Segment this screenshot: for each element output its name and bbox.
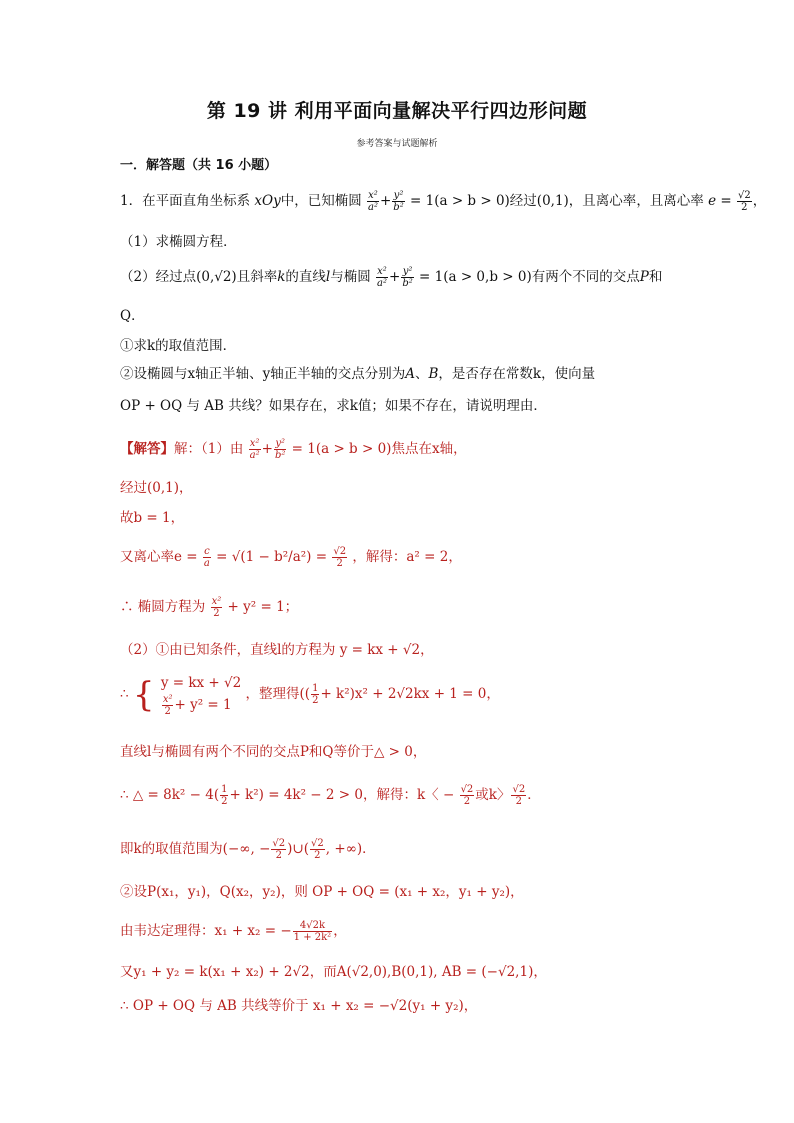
solution-step-1: 【解答】解：（1）由 $\frac{\text{x²}}{\text{a²}}$ + $\frac{\text{y²}}{\text{b²}}$ = 1(a > b > 0)焦点在x轴， xyxy=(120,438,467,461)
page-subtitle: 参考答案与试题解析 xyxy=(356,139,438,149)
fraction-vieta: $\frac{4√2k}{\text{1 + 2k²}}$ xyxy=(293,920,332,943)
stem-text: 在平面直角坐标系 xyxy=(142,193,251,209)
solution-step-10: 即k的取值范围为(−∞, − $\frac{√2}{2}$ )∪( $\frac{√2}{2}$ , +∞)． xyxy=(120,838,376,861)
solution-step-2: 经过(0,1)， xyxy=(120,480,193,496)
solution-label: 【解答】 xyxy=(120,441,174,457)
sub-question-2-continued: OP + OQ 与 AB 共线？如果存在，求k值；如果不存在，请说明理由． xyxy=(120,398,547,414)
stem-text: = 1(a > b > 0)经过(0,1)，且离心率 xyxy=(410,193,637,209)
fraction-sqrt2-2: $\frac{√2}{2}$ xyxy=(272,838,286,861)
solution-step-5: ∴ 椭圆方程为 $\frac{\text{x²}}{2}$ + y² = 1； xyxy=(120,596,299,619)
solution-step-8: 直线l与椭圆有两个不同的交点P和Q等价于△ > 0， xyxy=(120,744,427,760)
question-2-continued: Q． xyxy=(120,308,145,324)
fraction-sqrt2-2: $\frac{√2}{2}$ xyxy=(460,784,474,807)
fraction-sqrt2-2: $\frac{√2}{2}$ xyxy=(333,546,347,569)
sub-question-1: ①求k的取值范围． xyxy=(120,338,237,354)
solution-step-13: 又y₁ + y₂ = k(x₁ + x₂) + 2√2，而A(√2,0),B(0,1), AB = (−√2,1)， xyxy=(120,964,547,980)
stem-text: 中，已知椭圆 xyxy=(280,193,362,209)
coordinate-system: xOy xyxy=(254,193,281,209)
section-heading: 一．解答题（共 16 小题） xyxy=(120,158,278,173)
sub-question-2: ②设椭圆与x轴正半轴、y轴正半轴的交点分别为A、B，是否存在常数k，使向量 xyxy=(120,366,596,382)
fraction-sqrt2-2: $\frac{√2}{2}$ xyxy=(512,784,526,807)
fraction-y2-b2: $\frac{\text{y²}}{\text{b²}}$ xyxy=(402,266,413,289)
question-1: （1）求椭圆方程． xyxy=(120,234,237,250)
fraction-sqrt2-2: $\frac{√2}{2}$ xyxy=(738,190,751,213)
solution-step-14: ∴ OP + OQ 与 AB 共线等价于 x₁ + x₂ = −√2(y₁ + y₂)， xyxy=(120,998,478,1014)
fraction-y2-b2: $\frac{\text{y²}}{\text{b²}}$ xyxy=(274,438,286,461)
solution-step-9: ∴ △ = 8k² − 4( $\frac{1}{2}$ + k²) = 4k² − 2 > 0，解得：k〈 − $\frac{√2}{2}$ 或k〉 $\frac{√2}{2}$ ． xyxy=(120,784,541,807)
question-2: （2）经过点(0,√2)且斜率k的直线l与椭圆 $\frac{\text{x²}}{\text{a²}}$ + $\frac{\text{y²}}{\text{b²}}$ = 1(a > 0,b > 0)有两个不同的交点P和 xyxy=(120,266,663,289)
fraction-1-2: $\frac{1}{2}$ xyxy=(312,683,319,706)
problem-number: 1． xyxy=(120,193,143,209)
fraction-sqrt2-2: $\frac{√2}{2}$ xyxy=(311,838,324,861)
page-title: 第 19 讲 利用平面向量解决平行四边形问题 xyxy=(206,100,588,122)
eccentricity-label: e = xyxy=(708,193,732,209)
fraction-x2-a2: $\frac{\text{x²}}{\text{a²}}$ xyxy=(249,438,260,461)
fraction-y2-b2: $\frac{\text{y²}}{\text{b²}}$ xyxy=(393,190,404,213)
fraction-c-a: $\frac{c}{a}$ xyxy=(203,546,210,569)
solution-step-7: ∴ { y = kx + √2 $\frac{\text{x²}}{2}$ + y² = 1 ，整理得(( $\frac{1}{2}$ + k²)x² + 2√2kx + 1 = 0， xyxy=(120,672,500,717)
system-brace: { xyxy=(132,674,155,715)
fraction-x2-a2: $\frac{\text{x²}}{\text{a²}}$ xyxy=(377,266,387,289)
fraction-x2-a2: $\frac{\text{x²}}{\text{a²}}$ xyxy=(368,190,378,213)
solution-step-4: 又离心率e = $\frac{c}{a}$ = √(1 − b²/a²) = $\frac{√2}{2}$ ，解得：a² = 2， xyxy=(120,546,462,569)
fraction-1-2: $\frac{1}{2}$ xyxy=(221,784,228,807)
solution-step-12: 由韦达定理得：x₁ + x₂ = − $\frac{4√2k}{\text{1 + 2k²}}$ ， xyxy=(120,920,347,943)
solution-step-6: （2）①由已知条件，直线l的方程为 y = kx + √2， xyxy=(120,642,434,658)
equation-system: y = kx + √2 $\frac{\text{x²}}{2}$ + y² = 1 xyxy=(160,675,242,717)
problem-stem: 1．在平面直角坐标系 xOy中，已知椭圆 $\frac{\text{x²}}{\text{a²}}$ + $\frac{\text{y²}}{\text{b²}}$ = 1(a > b > 0)经过(0,1)，且离心率，且离心率 e = $\frac{√2}{2}$ ， xyxy=(120,190,767,213)
fraction-x2-2: $\frac{\text{x²}}{2}$ xyxy=(211,596,222,619)
solution-step-11: ②设P(x₁，y₁)，Q(x₂，y₂)，则 OP + OQ = (x₁ + x₂，y₁ + y₂)， xyxy=(120,884,524,900)
solution-step-3: 故b = 1， xyxy=(120,510,185,526)
